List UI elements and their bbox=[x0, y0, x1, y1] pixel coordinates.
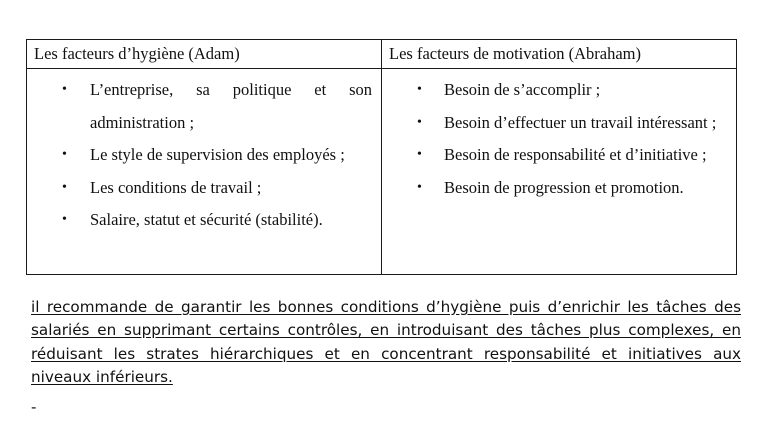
hygiene-item bbox=[27, 172, 372, 205]
bullet-icon: • bbox=[62, 82, 67, 97]
table-header-row bbox=[27, 40, 736, 69]
hygiene-item bbox=[27, 74, 372, 139]
motivation-item-text: Besoin d’effectuer un travail intéressant ; bbox=[444, 112, 717, 132]
hygiene-item-text: Salaire, statut et sécurité (stabilité). bbox=[90, 210, 323, 229]
bullet-icon: • bbox=[62, 212, 67, 227]
hygiene-item bbox=[27, 204, 372, 237]
hygiene-item-text: Le style de supervision des employés ; bbox=[90, 145, 345, 164]
bullet-icon: • bbox=[417, 114, 422, 130]
table-body-row bbox=[27, 69, 736, 274]
hygiene-item bbox=[27, 139, 372, 172]
motivation-list bbox=[382, 69, 736, 204]
motivation-item bbox=[382, 172, 728, 205]
bullet-icon: • bbox=[62, 147, 67, 162]
bullet-icon: • bbox=[417, 179, 422, 195]
hygiene-cell bbox=[27, 69, 382, 274]
motivation-cell bbox=[382, 69, 736, 274]
motivation-item bbox=[382, 139, 728, 172]
motivation-item bbox=[382, 74, 728, 107]
motivation-item-text: Besoin de s’accomplir ; bbox=[444, 80, 601, 99]
bullet-icon: • bbox=[62, 179, 67, 195]
facteurs-table bbox=[26, 39, 737, 275]
hygiene-list bbox=[27, 69, 381, 237]
hygiene-item-text: Les conditions de travail ; bbox=[90, 177, 262, 197]
hygiene-item-text: L’entreprise, sa politique et son administration ; bbox=[90, 80, 372, 132]
trailing-dash: - bbox=[31, 398, 37, 416]
motivation-item bbox=[382, 107, 728, 140]
bullet-icon: • bbox=[417, 82, 422, 97]
motivation-item-text: Besoin de progression et promotion. bbox=[444, 177, 684, 197]
recommendation-paragraph: il recommande de garantir les bonnes conditions d’hygiène puis d’enrichir les tâches des salariés en supprimant certains contrôles, en introduisant des tâches plus complexes, en réduisant les strates hiérarchiques et en concentrant responsabilité et initiatives aux niveaux inférieurs. bbox=[31, 298, 741, 387]
motivation-item-text: Besoin de responsabilité et d’initiative ; bbox=[444, 145, 707, 164]
header-hygiene: Les facteurs d’hygiène (Adam) bbox=[27, 40, 382, 68]
header-motivation: Les facteurs de motivation (Abraham) bbox=[389, 44, 641, 63]
bullet-icon: • bbox=[417, 147, 422, 162]
